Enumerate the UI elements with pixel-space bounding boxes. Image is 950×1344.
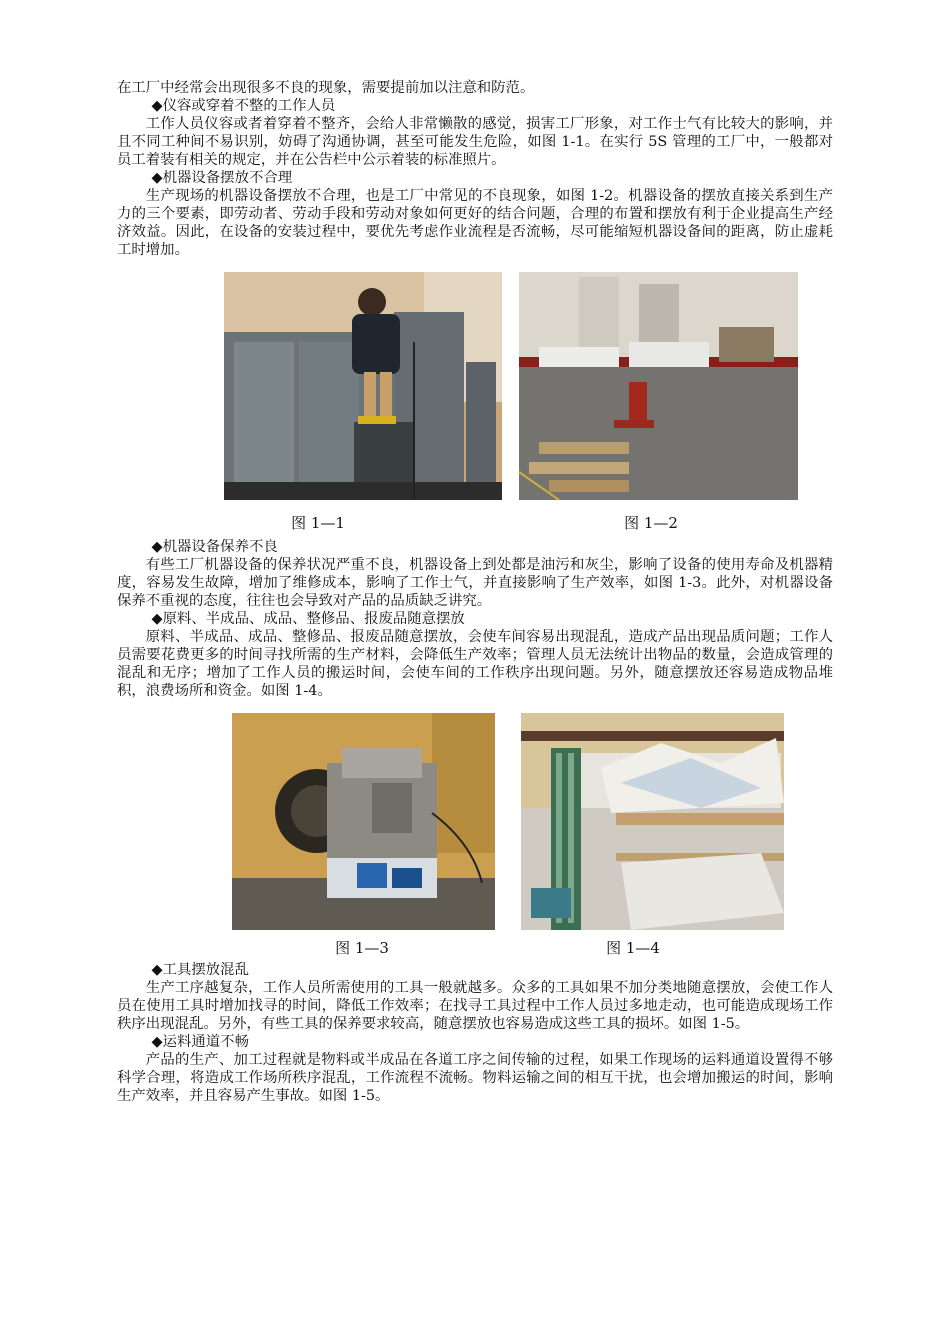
factory-machine-photo — [224, 272, 502, 500]
figure-1-3-photo — [232, 713, 495, 930]
figure-1-1-caption: 图 1—1 — [291, 514, 345, 532]
heading-appearance: ◆仪容或穿着不整的工作人员 — [151, 98, 336, 114]
text-block-3 — [117, 961, 833, 1105]
paragraph-appearance: 工作人员仪容或者着穿着不整齐，会给人非常懒散的感觉，损害工厂形象，对工作士气有比较大的影响，并且不同工种间不易识别，妨碍了沟通协调，甚至可能发生危险，如图 1-1。在实行 5S 管理的工厂中，一般都对员工着装有相关的规定，并在公告栏中公示着装的标准照片。 — [117, 116, 833, 168]
text-block-2 — [117, 538, 833, 700]
text-block-1 — [117, 79, 833, 259]
warehouse-pallets-photo — [519, 272, 798, 500]
paragraph-maintenance: 有些工厂机器设备的保养状况严重不良，机器设备上到处都是油污和灰尘，影响了设备的使用寿命及机器精度，容易发生故障，增加了维修成本，影响了工作士气，并直接影响了生产效率，如图 1-3。此外，对机器设备保养不重视的态度，往往也会导致对产品的品质缺乏讲究。 — [117, 557, 833, 609]
heading-materials: ◆原料、半成品、成品、整修品、报废品随意摆放 — [151, 611, 465, 627]
intro-paragraph: 在工厂中经常会出现很多不良的现象，需要提前加以注意和防范。 — [117, 80, 535, 96]
heading-passage: ◆运料通道不畅 — [151, 1034, 249, 1050]
paragraph-passage: 产品的生产、加工过程就是物料或半成品在各道工序之间传输的过程，如果工作现场的运料通道设置得不够科学合理，将造成工作场所秩序混乱，工作流程不流畅。物料运输之间的相互干扰，也会增加搬运的时间，影响生产效率，并且容易产生事故。如图 1-5。 — [117, 1052, 833, 1104]
figure-1-4-caption: 图 1—4 — [606, 939, 660, 957]
figure-1-1-photo — [224, 272, 502, 500]
paragraph-tools: 生产工序越复杂，工作人员所需使用的工具一般就越多。众多的工具如果不加分类地随意摆放，会使工作人员在使用工具时增加找寻的时间，降低工作效率；在找寻工具过程中工作人员过多地走动，也可能造成现场工作秩序出现混乱。另外，有些工具的保养要求较高，随意摆放也容易造成这些工具的损坏。如图 1-5。 — [117, 980, 833, 1032]
figure-1-3-caption: 图 1—3 — [335, 939, 389, 957]
heading-tools: ◆工具摆放混乱 — [151, 962, 249, 978]
paragraph-machine-layout: 生产现场的机器设备摆放不合理，也是工厂中常见的不良现象，如图 1-2。机器设备的摆放直接关系到生产力的三个要素，即劳动者、劳动手段和劳动对象如何更好的结合问题，合理的布置和摆放有利于企业提高生产经济效益。因此，在设备的安装过程中，要优先考虑作业流程是否流畅，尽可能缩短机器设备间的距离，防止虚耗工时增加。 — [117, 188, 833, 258]
figure-1-4-photo — [521, 713, 784, 930]
paper-pile-photo — [521, 713, 784, 930]
heading-maintenance: ◆机器设备保养不良 — [151, 539, 278, 555]
figure-1-2-caption: 图 1—2 — [624, 514, 678, 532]
figure-1-2-photo — [519, 272, 798, 500]
paragraph-materials: 原料、半成品、成品、整修品、报废品随意摆放，会使车间容易出现混乱，造成产品出现品质问题；工作人员需要花费更多的时间寻找所需的生产材料，会降低生产效率；管理人员无法统计出物品的数量，会造成管理的混乱和无序；增加了工作人员的搬运时间，会使车间的工作秩序出现问题。另外，随意摆放还容易造成物品堆积，浪费场所和资金。如图 1-4。 — [117, 629, 833, 699]
heading-machine-layout: ◆机器设备摆放不合理 — [151, 170, 293, 186]
dirty-machine-photo — [232, 713, 495, 930]
